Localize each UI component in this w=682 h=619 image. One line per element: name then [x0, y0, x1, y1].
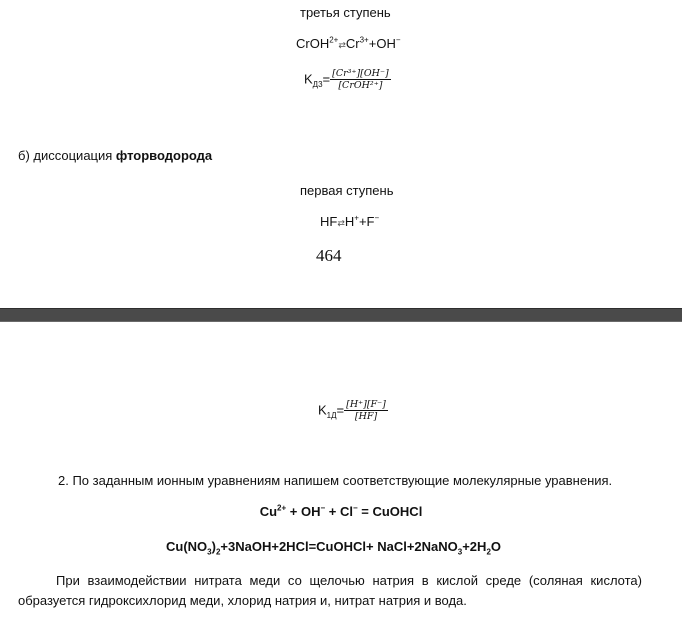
eq-ion2-charge: −: [395, 35, 401, 45]
explanation-paragraph: При взаимодействии нитрата меди со щелочью натрия в кислой среде (соляная кислота) образуется гидроксихлорид меди, хлорид натрия и, нитрат натрия и вода.: [18, 573, 642, 608]
page-number: 464: [316, 246, 342, 265]
equilibrium-arrow-icon: ⇄: [338, 40, 346, 50]
molecular-part: +3NaOH+2HCl=CuOHCl+ NaCl+2NaNO: [220, 539, 458, 554]
constant-fraction: [330, 68, 391, 92]
eq-ion1: Cr: [345, 36, 360, 51]
equilibrium-arrow-icon: ⇄: [337, 218, 345, 228]
ionic-charge: −: [352, 503, 358, 513]
stage3-constant: [304, 68, 391, 92]
section-b-prefix: б) диссоциация: [18, 148, 116, 163]
eq-ion2-charge: −: [374, 213, 380, 223]
ionic-part: + Cl: [325, 504, 353, 519]
eq-ion1-charge: +: [354, 213, 359, 223]
molecular-part: ): [211, 539, 216, 554]
fraction-denominator: [HF]: [354, 411, 378, 422]
ionic-part: + OH: [286, 504, 321, 519]
constant-label: K: [304, 71, 313, 87]
constant-label: K: [318, 402, 327, 418]
constant-eq: =: [322, 71, 331, 87]
molecular-sub: 2: [486, 547, 491, 557]
eq-ion1-charge: 3+: [359, 35, 369, 45]
constant-eq: =: [336, 402, 345, 418]
stage3-heading: третья ступень: [300, 5, 391, 20]
fraction-numerator: [Cr³⁺][OH⁻]: [332, 68, 389, 79]
stage1-heading: первая ступень: [300, 183, 394, 198]
constant-fraction: [344, 399, 388, 423]
section-b-bold: фторводорода: [115, 148, 213, 163]
molecular-part: O: [490, 539, 502, 554]
ionic-part: = CuOHCl: [357, 504, 423, 519]
task2-text: 2. По заданным ионным уравнениям напишем соответствующие молекулярные уравнения.: [58, 473, 613, 488]
constant-label-sub: 1Д: [326, 411, 337, 421]
molecular-equation: [166, 539, 501, 555]
molecular-sub: 3: [457, 547, 463, 557]
ionic-part: Cu: [259, 504, 278, 519]
eq-plus: +F: [358, 214, 375, 229]
ionic-equation: [0, 504, 682, 520]
section-b-title: [18, 148, 212, 164]
molecular-sub: 3: [207, 547, 212, 557]
molecular-sub: 2: [215, 547, 221, 557]
page-separator: [0, 308, 682, 322]
eq-left-charge: 2+: [329, 35, 339, 45]
eq-left: HF: [320, 214, 338, 229]
ionic-charge: −: [320, 503, 326, 513]
stage3-equation: [296, 36, 401, 53]
eq-ion1: H: [344, 214, 355, 229]
molecular-part: +2H: [462, 539, 487, 554]
eq-plus: +OH: [368, 36, 396, 51]
eq-left: CrOH: [296, 36, 330, 51]
constant-label-sub: Д3: [312, 80, 323, 90]
stage1-equation: [320, 214, 379, 231]
fraction-numerator: [H⁺][F⁻]: [346, 399, 386, 410]
molecular-part: Cu(NO: [166, 539, 208, 554]
hf-constant: [318, 399, 388, 423]
fraction-denominator: [CrOH²⁺]: [338, 80, 383, 91]
ionic-charge: 2+: [277, 503, 287, 513]
